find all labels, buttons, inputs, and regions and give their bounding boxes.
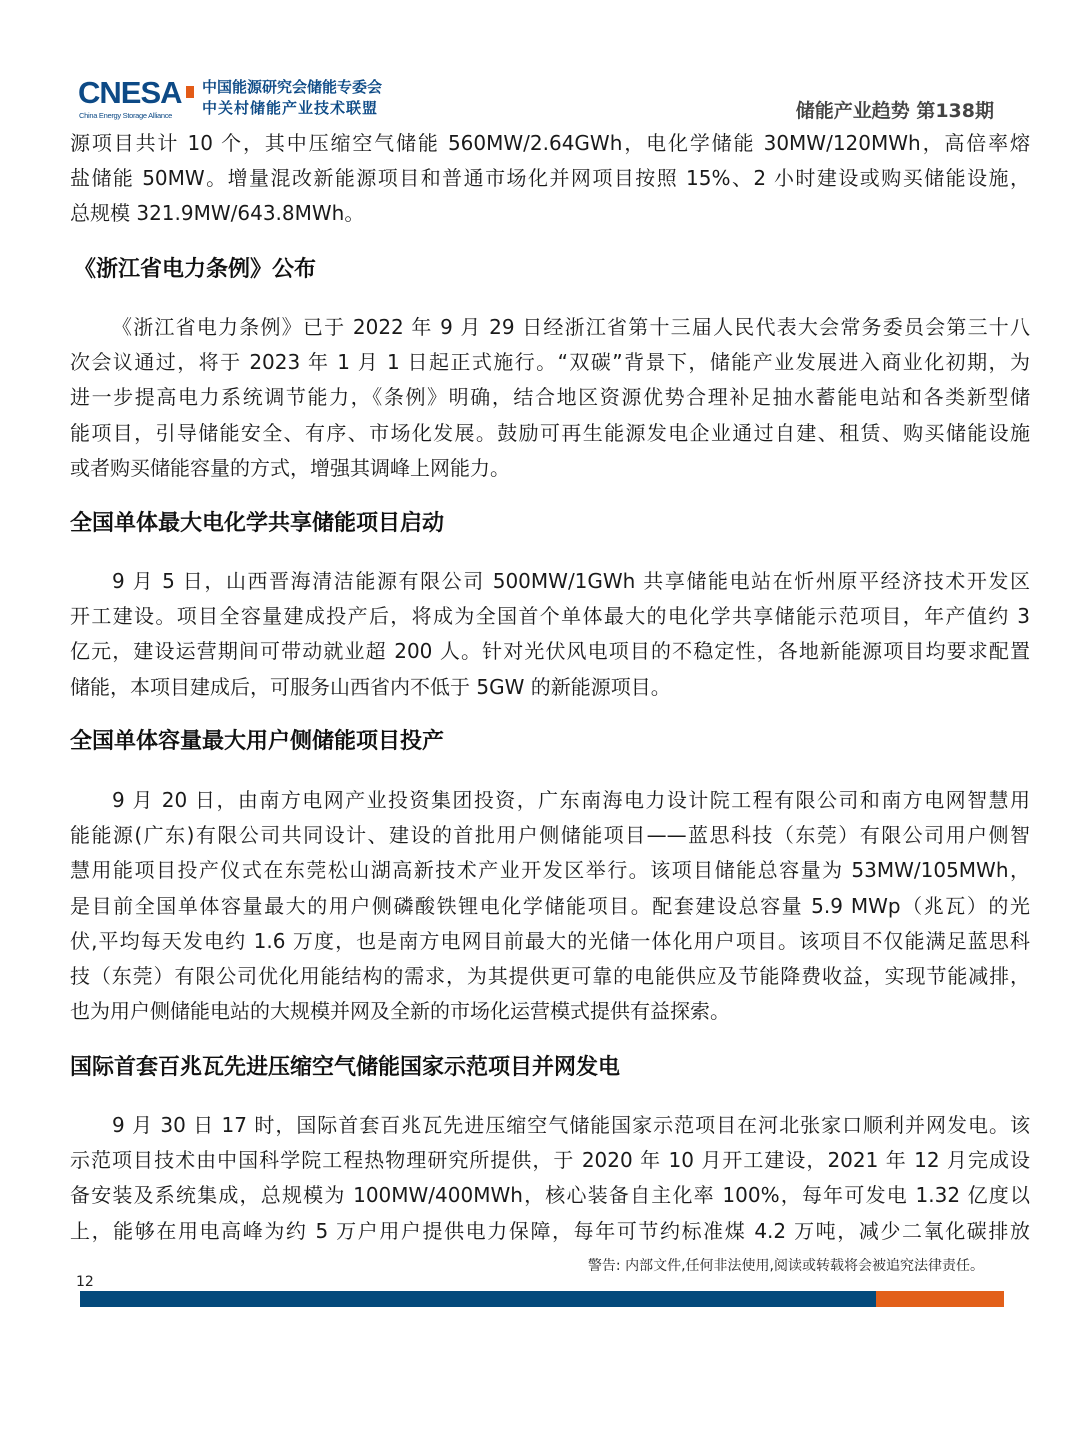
text-line: 9 月 5 日，山西晋海清洁能源有限公司 500MW/1GWh 共享储能电站在忻州原平经济技术开发区 — [112, 569, 1030, 593]
section-paragraph — [70, 564, 1030, 705]
text-line: 亿元，建设运营期间可带动就业超 200 人。针对光伏风电项目的不稳定性，各地新能源项目均要求配置 — [70, 639, 1030, 664]
footer-bar-blue — [80, 1291, 876, 1307]
section-heading: 全国单体最大电化学共享储能项目启动 — [70, 511, 445, 536]
text-line: 源项目共计 10 个，其中压缩空气储能 560MW/2.64GWh，电化学储能 30MW/120MWh，高倍率熔 — [70, 131, 1030, 155]
text-line: 总规模 321.9MW/643.8MWh。 — [70, 201, 365, 226]
page-number: 12 — [76, 1274, 94, 1290]
section-heading: 《浙江省电力条例》公布 — [74, 257, 317, 282]
issue-title: 储能产业趋势 第138期 — [795, 100, 994, 122]
text-line: 也为用户侧储能电站的大规模并网及全新的市场化运营模式提供有益探索。 — [70, 999, 730, 1024]
text-line: 次会议通过，将于 2023 年 1 月 1 日起正式施行。“双碳”背景下，储能产业发展进入商业化初期，为 — [70, 350, 1030, 375]
section-paragraph — [70, 1108, 1030, 1249]
text-line: 9 月 30 日 17 时，国际首套百兆瓦先进压缩空气储能国家示范项目在河北张家口顺利并网发电。该 — [112, 1113, 1030, 1137]
text-line: 示范项目技术由中国科学院工程热物理研究所提供，于 2020 年 10 月开工建设，2021 年 12 月完成设 — [70, 1148, 1030, 1173]
text-line: 慧用能项目投产仪式在东莞松山湖高新技术产业开发区举行。该项目储能总容量为 53MW/105MWh， — [70, 858, 1030, 883]
section-heading: 国际首套百兆瓦先进压缩空气储能国家示范项目并网发电 — [70, 1055, 621, 1080]
text-line: 备安装及系统集成，总规模为 100MW/400MWh，核心装备自主化率 100%，每年可发电 1.32 亿度以 — [70, 1183, 1030, 1208]
text-line: 《浙江省电力条例》已于 2022 年 9 月 29 日经浙江省第十三届人民代表大会常务委员会第三十八 — [112, 315, 1030, 339]
text-line: 储能，本项目建成后，可服务山西省内不低于 5GW 的新能源项目。 — [70, 674, 671, 699]
text-line: 能能源(广东)有限公司共同设计、建设的首批用户侧储能项目——蓝思科技（东莞）有限公司用户侧智 — [70, 823, 1030, 848]
logo-text: CNESA — [78, 75, 182, 110]
text-line: 9 月 20 日，由南方电网产业投资集团投资，广东南海电力设计院工程有限公司和南方电网智慧用 — [112, 788, 1030, 812]
text-line: 开工建设。项目全容量建成投产后，将成为全国首个单体最大的电化学共享储能示范项目，年产值约 3 — [70, 604, 1030, 629]
section-paragraph — [70, 783, 1030, 1029]
logo-subtitle: China Energy Storage Alliance — [79, 111, 173, 120]
text-line: 技（东莞）有限公司优化用能结构的需求，为其提供更可靠的电能供应及节能降费收益，实现节能减排， — [70, 963, 1030, 988]
logo-cn-line2: 中关村储能产业技术联盟 — [202, 99, 379, 117]
text-line: 能项目，引导储能安全、有序、市场化发展。鼓励可再生能源发电企业通过自建、租赁、购买储能设施 — [70, 420, 1030, 445]
text-line: 伏,平均每天发电约 1.6 万度，也是南方电网目前最大的光储一体化用户项目。该项目不仅能满足蓝思科 — [70, 928, 1030, 953]
cnesa-logo — [78, 76, 398, 122]
logo-mark-icon — [186, 86, 194, 98]
intro-paragraph — [70, 126, 1030, 232]
logo-cn-line1: 中国能源研究会储能专委会 — [202, 78, 383, 96]
text-line: 上，能够在用电高峰为约 5 万户用户提供电力保障，每年可节约标准煤 4.2 万吨，减少二氧化碳排放 — [70, 1218, 1030, 1243]
legal-warning: 警告: 内部文件,任何非法使用,阅读或转载将会被追究法律责任。 — [587, 1258, 984, 1274]
text-line: 进一步提高电力系统调节能力，《条例》明确，结合地区资源优势合理补足抽水蓄能电站和各类新型储 — [70, 385, 1030, 410]
section-paragraph — [70, 310, 1030, 486]
footer-bar-orange — [876, 1291, 1004, 1307]
text-line: 或者购买储能容量的方式，增强其调峰上网能力。 — [70, 455, 510, 480]
text-line: 盐储能 50MW。增量混改新能源项目和普通市场化并网项目按照 15%、2 小时建设或购买储能设施， — [70, 166, 1030, 191]
section-heading: 全国单体容量最大用户侧储能项目投产 — [70, 729, 445, 754]
text-line: 是目前全国单体容量最大的用户侧磷酸铁锂电化学储能项目。配套建设总容量 5.9 MWp（兆瓦）的光 — [70, 893, 1030, 918]
